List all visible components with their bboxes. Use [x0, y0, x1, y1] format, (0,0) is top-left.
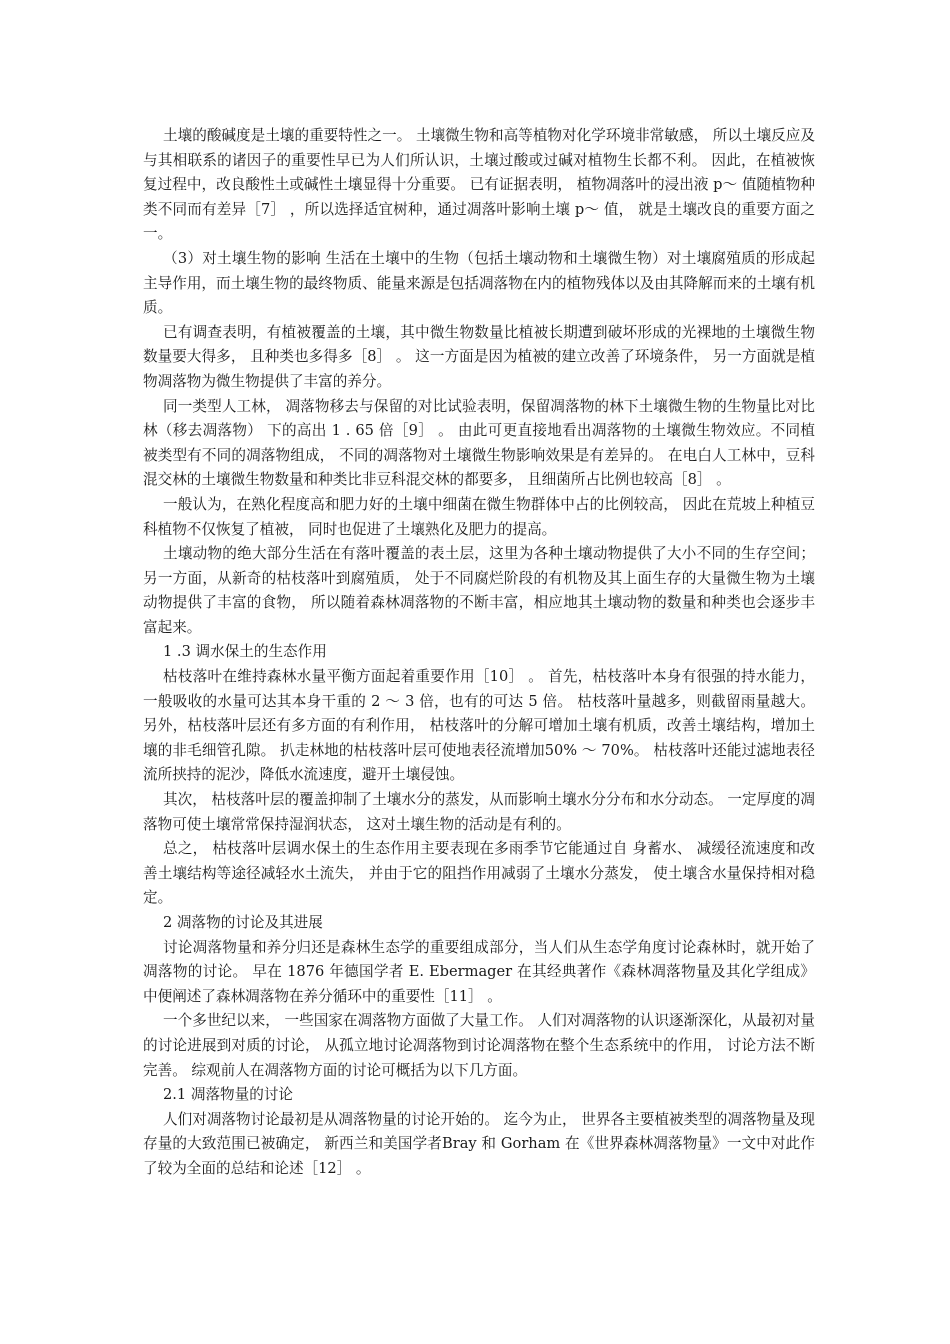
paragraph-soil-ph: 土壤的酸碱度是土壤的重要特性之一。 土壤微生物和高等植物对化学环境非常敏感， 所以土壤反应及与其相联系的诸因子的重要性早已为人们所认识，土壤过酸或过碱对植物生长都不利。 因此，在植被恢复过程中，改良酸性土或碱性土壤显得十分重要。 已有证据表明， 植物凋落叶的浸出液 p～ 值随植物种类不同而有差异［7］ ，所以选择适宜树种，通过凋落叶影响土壤 p～ 值， 就是土壤改良的重要方面之一。	[143, 127, 815, 243]
paragraph-summary: 总之， 枯枝落叶层调水保土的生态作用主要表现在多雨季节它能通过自 身蓄水、 减缓径流速度和改善土壤结构等途径减轻水土流失， 并由于它的阻挡作用减弱了土壤水分蒸发， 使土壤含水量保持相对稳定。	[143, 840, 815, 907]
paragraph-soil-fauna: 土壤动物的绝大部分生活在有落叶覆盖的表土层，这里为各种土壤动物提供了大小不同的生存空间；另一方面，从新奇的枯枝落叶到腐殖质， 处于不同腐烂阶段的有机物及其上面生存的大量微生物为土壤动物提供了丰富的食物， 所以随着森林凋落物的不断丰富，相应地其土壤动物的数量和种类也会逐步丰富起来。	[143, 545, 815, 636]
paragraph-soil-organisms: （3）对土壤生物的影响 生活在土壤中的生物（包括土壤动物和土壤微生物）对土壤腐殖质的形成起主导作用，而土壤生物的最终物质、能量来源是包括凋落物在内的植物残体以及由其降解而来的土壤有机质。	[143, 249, 815, 317]
section-heading-2-1: 2.1 凋落物量的讨论	[163, 1086, 294, 1104]
section-heading-1-3: 1 .3 调水保土的生态作用	[163, 643, 327, 661]
paragraph-litter-removal-trial: 同一类型人工林， 凋落物移去与保留的对比试验表明，保留凋落物的林下土壤微生物的生物量比对比林（移去凋落物） 下的高出 1 . 65 倍［9］ 。 由此可更直接地看出凋落物的土壤微生物效应。不同植被类型有不同的凋落物组成， 不同的凋落物对土壤微生物影响效果是有差异的。 在电白人工林中，豆科混交林的土壤微生物数量和种类比非豆科混交林的都要多， 且细菌所占比例也较高［8］ 。	[143, 397, 815, 489]
paragraph-litter-amount: 人们对凋落物讨论最初是从凋落物量的讨论开始的。 迄今为止， 世界各主要植被类型的凋落物量及现存量的大致范围已被确定， 新西兰和美国学者Bray 和 Gorham 在《世界森林凋落物量》一文中对此作了较为全面的总结和论述［12］ 。	[143, 1110, 815, 1177]
paragraph-research-history: 讨论凋落物量和养分归还是森林生态学的重要组成部分，当人们从生态学角度讨论森林时，就开始了凋落物的讨论。 早在 1876 年德国学者 E. Ebermager 在其经典著作《森林凋落物量及其化学组成》中便阐述了森林凋落物在养分循环中的重要性［11］ 。	[143, 938, 815, 1005]
paragraph-bacteria-ratio: 一般认为，在熟化程度高和肥力好的土壤中细菌在微生物群体中占的比例较高， 因此在荒坡上种植豆科植物不仅恢复了植被， 同时也促进了土壤熟化及肥力的提高。	[143, 495, 815, 538]
paragraph-century-progress: 一个多世纪以来， 一些国家在凋落物方面做了大量工作。 人们对凋落物的认识逐渐深化，从最初对量的讨论进展到对质的讨论， 从孤立地讨论凋落物到讨论凋落物在整个生态系统中的作用， 讨论方法不断完善。 综观前人在凋落物方面的讨论可概括为以下几方面。	[143, 1012, 815, 1079]
section-heading-2: 2 凋落物的讨论及其进展	[163, 914, 323, 931]
paragraph-evaporation: 其次， 枯枝落叶层的覆盖抑制了土壤水分的蒸发，从而影响土壤水分分布和水分动态。 一定厚度的凋落物可使土壤常常保持湿润状态， 这对土壤生物的活动是有利的。	[143, 791, 815, 833]
paragraph-water-balance: 枯枝落叶在维持森林水量平衡方面起着重要作用［10］ 。 首先，枯枝落叶本身有很强的持水能力， 一般吸收的水量可达其本身干重的 2 ～ 3 倍，也有的可达 5 倍。 枯枝落叶量越多，则截留雨量越大。 另外，枯枝落叶层还有多方面的有利作用， 枯枝落叶的分解可增加土壤有机质，改善土壤结构，增加土壤的非毛细管孔隙。 扒走林地的枯枝落叶层可使地表径流增加50% ～ 70%。 枯枝落叶还能过滤地表径流所挟持的泥沙，降低水流速度，避开土壤侵蚀。	[143, 668, 820, 784]
document-body	[143, 124, 820, 1182]
paragraph-microbe-survey: 已有调查表明，有植被覆盖的土壤，其中微生物数量比植被长期遭到破坏形成的光裸地的土壤微生物数量要大得多， 且种类也多得多［8］ 。 这一方面是因为植被的建立改善了环境条件， 另一方面就是植物凋落物为微生物提供了丰富的养分。	[143, 323, 815, 390]
